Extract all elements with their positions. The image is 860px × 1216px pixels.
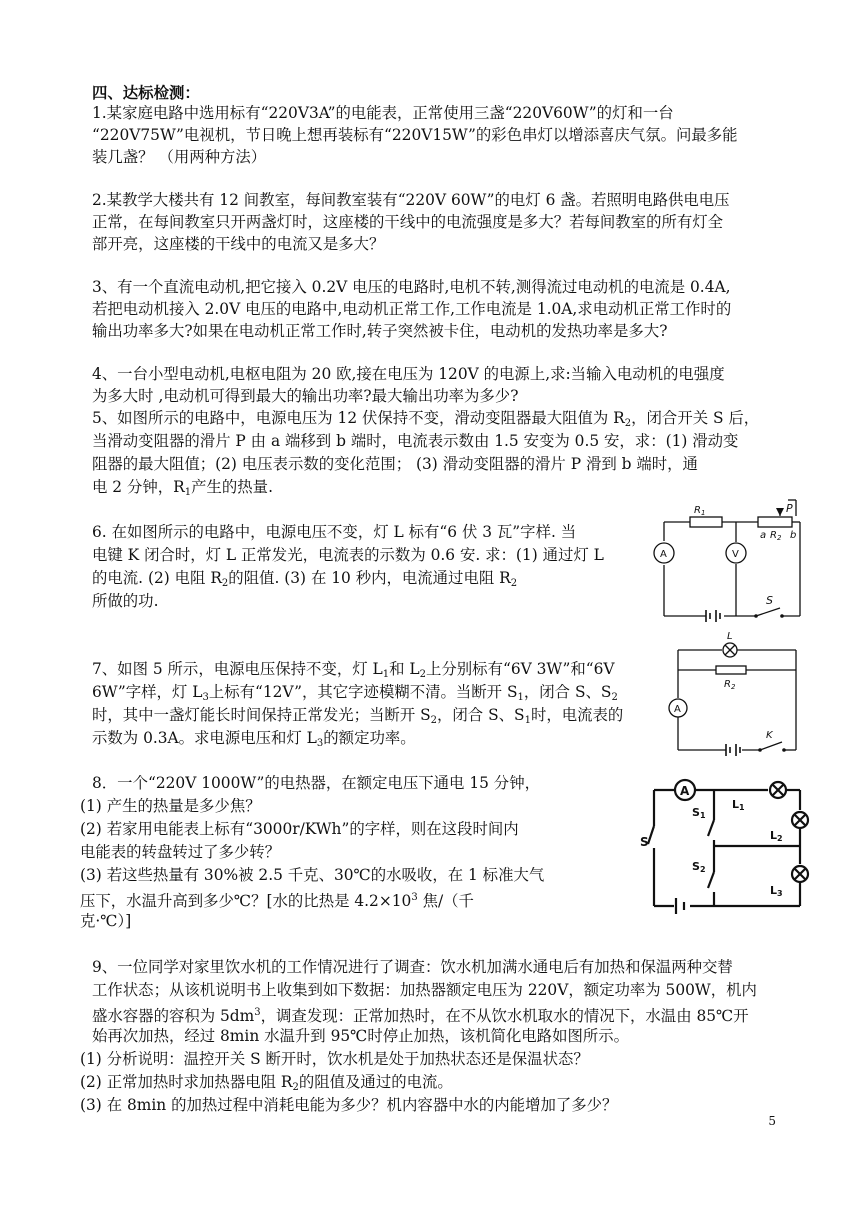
- page-number: 5: [768, 1114, 776, 1128]
- q6-line-2: 电键 K 闭合时，灯 L 正常发光，电流表的示数为 0.6 安. 求：(1) 通过灯 L: [92, 546, 604, 564]
- label-a: a: [760, 530, 767, 541]
- q5-line-4: 电 2 分钟，$R_1$产生的热量.: [92, 478, 273, 498]
- q8-item-1: (1) 产生的热量是多少焦？: [80, 797, 261, 815]
- q1-line-3: 装几盏？ （用两种方法）: [92, 148, 267, 166]
- switch-label-k: K: [766, 730, 773, 741]
- q8-item-3c: 克·℃）]: [80, 912, 132, 930]
- q8-item-2b: 电能表的转盘转过了多少转？: [80, 843, 281, 861]
- circuit-diagram-3: [640, 776, 810, 916]
- circuit-figure-q5: [648, 496, 808, 626]
- q2-line-3: 部开亮，这座楼的干线中的电流又是多大？: [92, 235, 385, 253]
- q7-line-1: 7、如图 5 所示，电源电压保持不变，灯 $L_1$和 $L_2$上分别标有“6V 3W”和“6V: [92, 660, 615, 680]
- q1-line-2: “220V75W”电视机，节日晚上想再装标有“220V15W”的彩色串灯以增添喜庆气氛。问最多能: [92, 126, 738, 144]
- q7-line-2: 6W”字样，灯 $L_3$上标有“12V”，其它字迹模糊不清。当断开 $S_1$，闭合 S、$S_2$: [92, 683, 618, 703]
- q9-line-4: 始再次加热，经过 8min 水温升到 95℃时停止加热，该机简化电路如图所示。: [92, 1027, 630, 1045]
- q5-line-2: 当滑动变阻器的滑片 P 由 a 端移到 b 端时，电流表示数由 1.5 安变为 0.5 安，求：(1) 滑动变: [92, 432, 739, 450]
- q3-line-1: 3、有一个直流电动机,把它接入 0.2V 电压的电路时,电机不转,测得流过电动机的电流是 0.4A,: [92, 278, 731, 296]
- section-title: 四、达标检测：: [92, 84, 200, 102]
- switch-label-s: S: [640, 835, 649, 849]
- switch-label-s: S: [766, 594, 773, 607]
- circuit-diagram-1: [648, 496, 808, 626]
- q1-line-1: 1.某家庭电路中选用标有“220V3A”的电能表，正常使用三盏“220V60W”的灯和一台: [92, 104, 674, 122]
- circuit-figure-q8: [640, 776, 810, 916]
- q3-line-3: 输出功率多大?如果在电动机正常工作时,转子突然被卡住，电动机的发热功率是多大?: [92, 322, 668, 340]
- q6-line-3: 的电流. (2) 电阻 $R_2$的阻值. (3) 在 10 秒内，电流通过电阻 $R_2$: [92, 569, 518, 589]
- label-p: P: [786, 502, 793, 515]
- q5-line-3: 阻器的最大阻值；(2) 电压表示数的变化范围； (3) 滑动变阻器的滑片 P 滑到 b 端时，通: [92, 455, 698, 473]
- ammeter-label: A: [660, 549, 667, 560]
- switch-label-s2: S2: [692, 860, 706, 874]
- lamp-label-l3: L3: [770, 884, 783, 898]
- ammeter-label: A: [674, 704, 681, 715]
- q4-line-2: 为多大时 ,电动机可得到最大的输出功率?最大输出功率为多少?: [92, 387, 519, 405]
- label-b: b: [790, 530, 797, 541]
- label-r1: $R_1$: [694, 505, 706, 517]
- q9-line-2: 工作状态；从该机说明书上收集到如下数据：加热器额定电压为 220V，额定功率为 500W，机内: [92, 981, 757, 999]
- circuit-diagram-2: [660, 628, 802, 768]
- q4-line-1: 4、一台小型电动机,电枢电阻为 20 欧,接在电压为 120V 的电源上,求:当输入电动机的电强度: [92, 365, 725, 383]
- q5-line-1: 5、如图所示的电路中，电源电压为 12 伏保持不变，滑动变阻器最大阻值为 $R_2$，闭合开关 S 后，: [92, 409, 760, 429]
- q8-line-1: 8．一个“220V 1000W”的电热器，在额定电压下通电 15 分钟，: [92, 774, 540, 792]
- lamp-label-l2: L2: [770, 829, 783, 843]
- lamp-label-l1: L1: [732, 798, 745, 812]
- q3-line-2: 若把电动机接入 2.0V 电压的电路中,电动机正常工作,工作电流是 1.0A,求电动机正常工作时的: [92, 300, 732, 318]
- q9-item-2: (2) 正常加热时求加热器电阻 $R_2$的阻值及通过的电流。: [80, 1073, 453, 1093]
- q2-line-2: 正常，在每间教室只开两盏灯时，这座楼的干线中的电流强度是多大？若每间教室的所有灯全: [92, 213, 724, 231]
- q9-item-3: (3) 在 8min 的加热过程中消耗电能为多少？机内容器中水的内能增加了多少？: [80, 1096, 618, 1114]
- circuit-figure-q7: [660, 628, 802, 768]
- voltmeter-label: V: [732, 549, 739, 560]
- q8-item-3a: (3) 若这些热量有 30%被 2.5 千克、30℃的水吸收，在 1 标准大气: [80, 866, 545, 884]
- q9-line-3: 盛水容器的容积为 $5dm^3$，调查发现：正常加热时，在不从饮水机取水的情况下，水温由 85℃开: [92, 1007, 749, 1025]
- q6-line-1: 6. 在如图所示的电路中，电源电压不变，灯 L 标有“6 伏 3 瓦”字样. 当: [92, 523, 577, 541]
- q9-line-1: 9、一位同学对家里饮水机的工作情况进行了调查：饮水机加满水通电后有加热和保温两种交替: [92, 958, 733, 976]
- q8-item-3b: 压下，水温升高到多少℃？[水的比热是 $4.2\times 10^3$ 焦/（千: [80, 892, 474, 910]
- ammeter-label: A: [680, 784, 690, 798]
- label-lamp-l: L: [727, 631, 733, 642]
- label-r2: $R_2$: [770, 530, 782, 542]
- switch-label-s1: S1: [692, 806, 706, 820]
- q7-line-4: 示数为 0.3A。求电源电压和灯 $L_3$的额定功率。: [92, 729, 416, 749]
- q2-line-1: 2.某教学大楼共有 12 间教室，每间教室装有“220V 60W”的电灯 6 盏。若照明电路供电电压: [92, 191, 730, 209]
- label-r2: $R_2$: [724, 679, 736, 691]
- q9-item-1: (1) 分析说明：温控开关 S 断开时，饮水机是处于加热状态还是保温状态？: [80, 1050, 589, 1068]
- q8-item-2a: (2) 若家用电能表上标有“3000r/KWh”的字样，则在这段时间内: [80, 820, 519, 838]
- q7-line-3: 时，其中一盏灯能长时间保持正常发光；当断开 $S_2$，闭合 S、$S_1$时，电流表的: [92, 706, 624, 726]
- q6-line-4: 所做的功.: [92, 592, 159, 610]
